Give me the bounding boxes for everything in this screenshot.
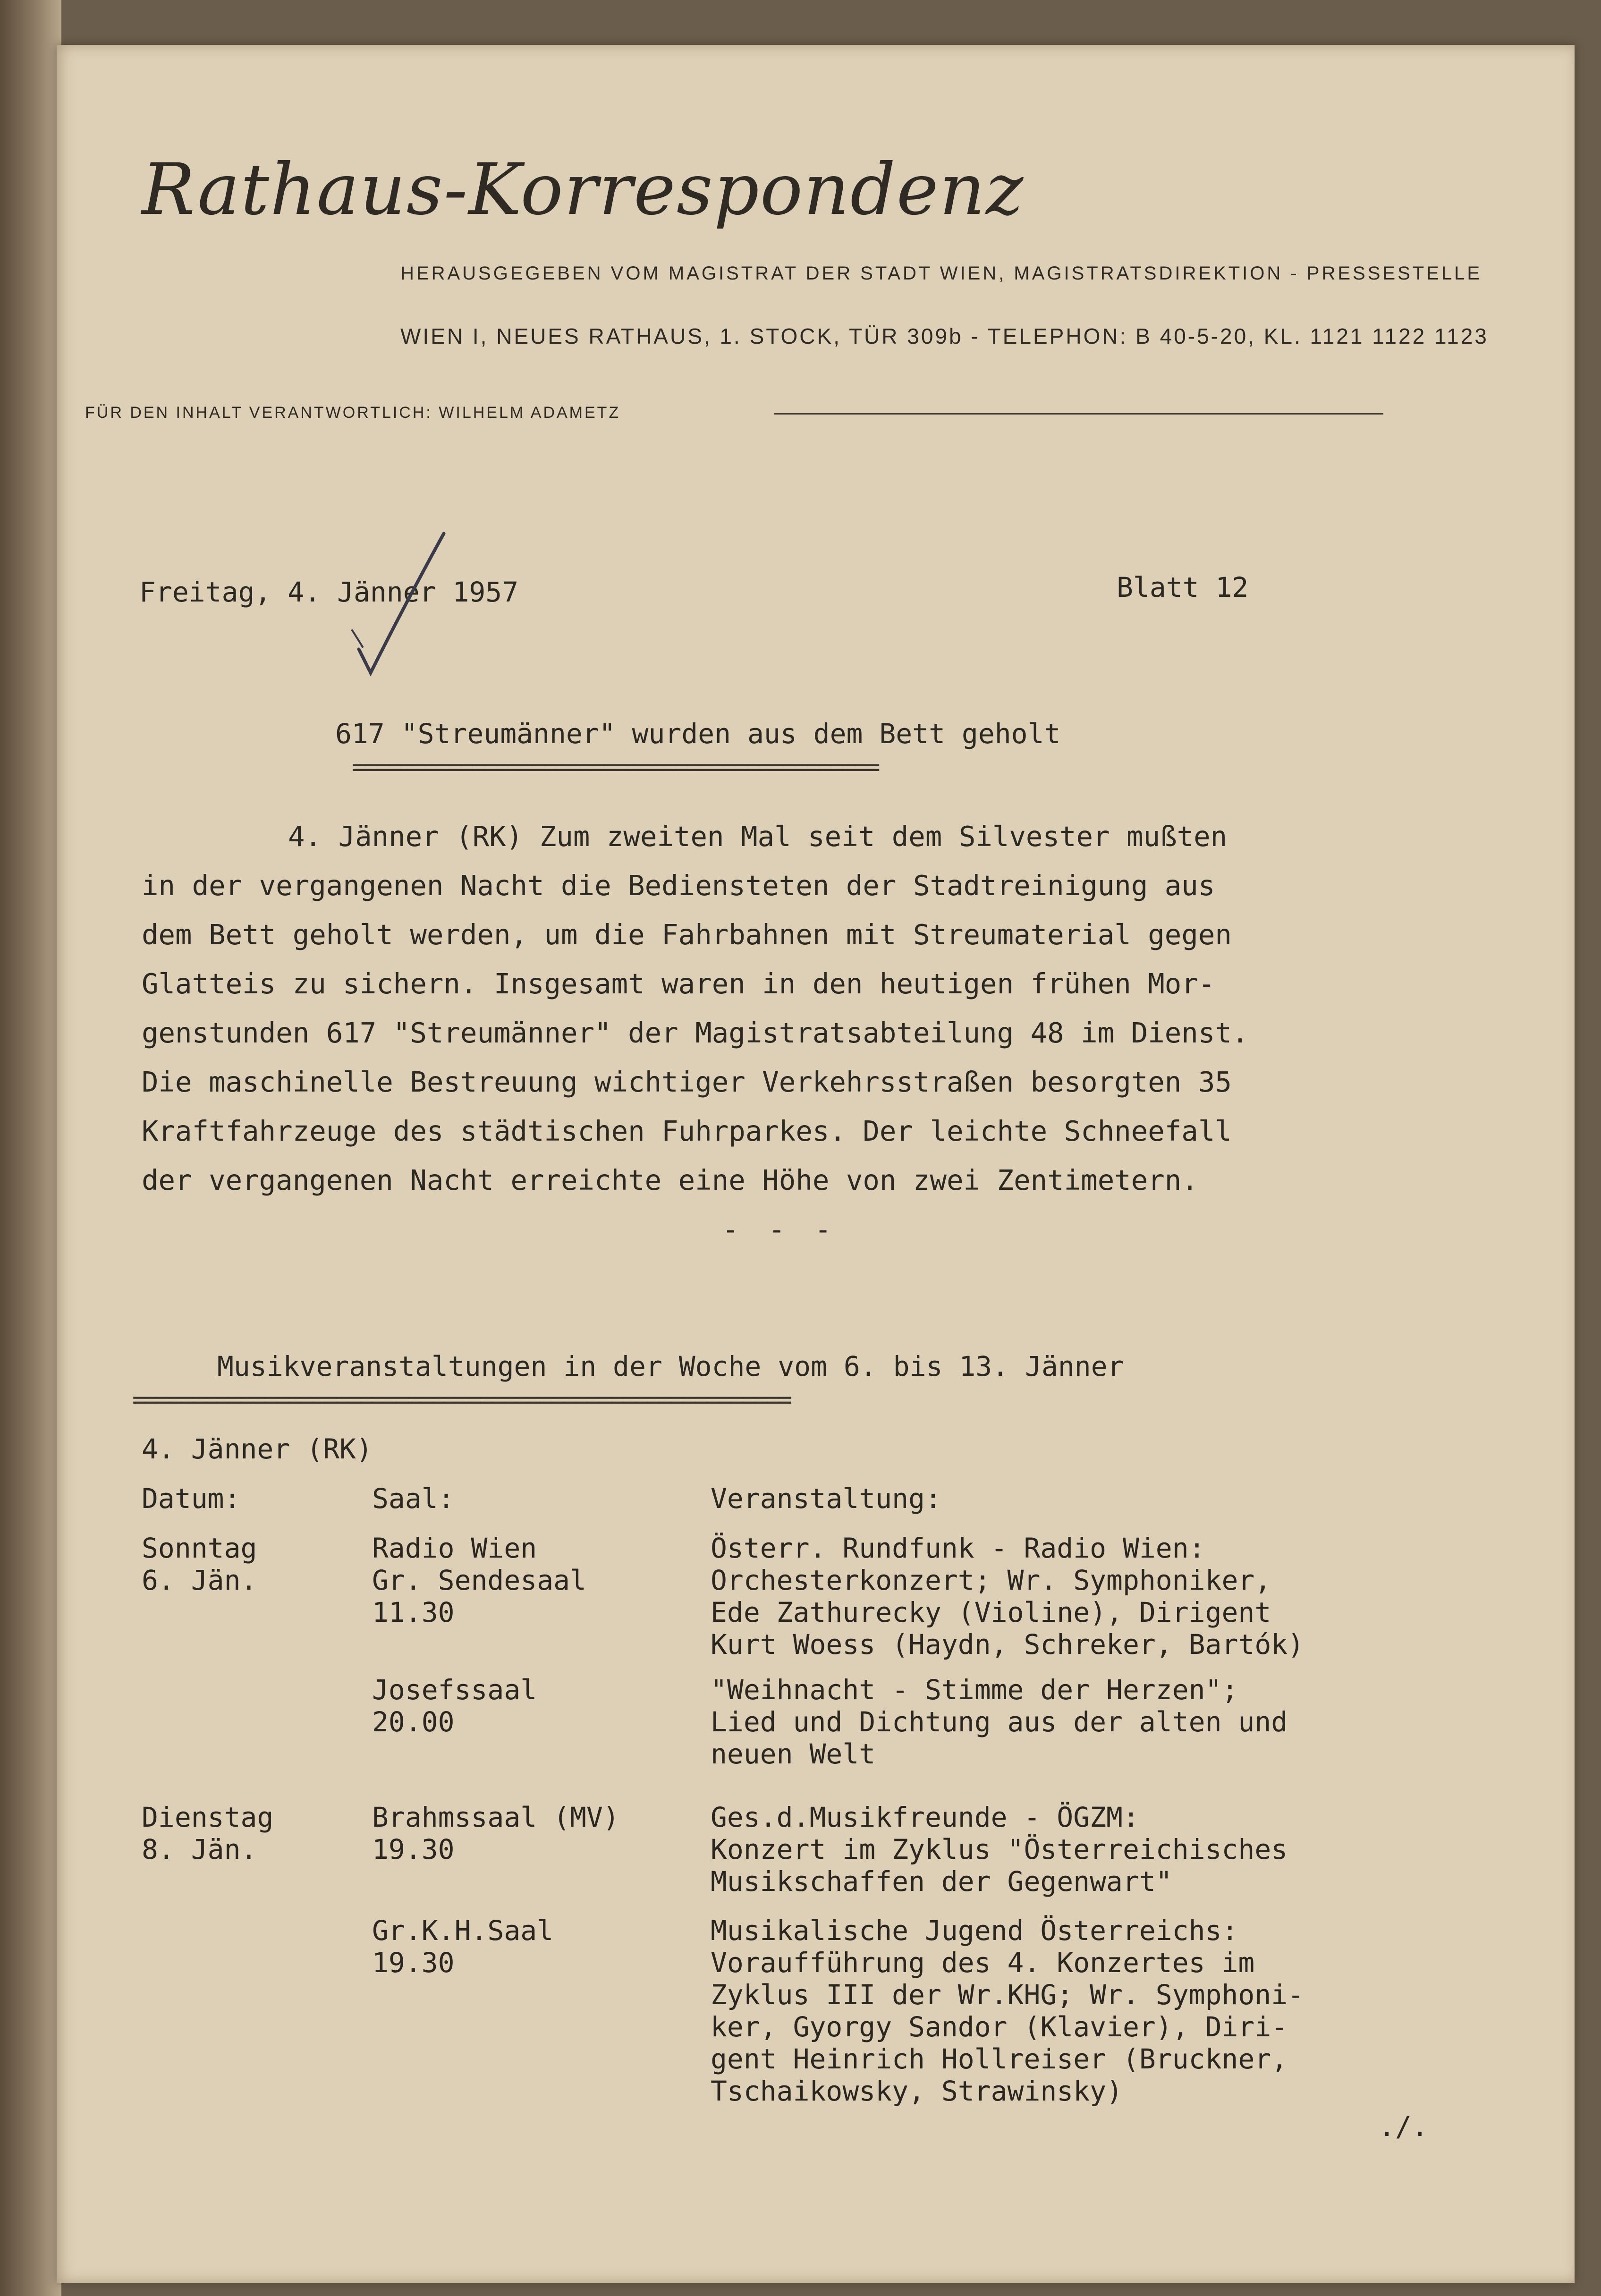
article2-subline: 4. Jänner (RK) (142, 1433, 373, 1465)
entry-date: Dienstag 8. Jän. (142, 1801, 274, 1865)
address-line: WIEN I, NEUES RATHAUS, 1. STOCK, TÜR 309b - TELEPHON: B 40-5-20, KL. 1121 1122 1123 (400, 324, 1489, 348)
article1-line: Die maschinelle Bestreuung wichtiger Verkehrsstraßen besorgten 35 (142, 1066, 1232, 1098)
entry-event: "Weihnacht - Stimme der Herzen"; Lied und Dichtung aus der alten und neuen Welt (711, 1674, 1288, 1770)
article-separator: - - - (722, 1213, 838, 1245)
article1-line: genstunden 617 "Streumänner" der Magistratsabteilung 48 im Dienst. (142, 1017, 1249, 1049)
document-page (57, 45, 1575, 2283)
entry-hall: Brahmssaal (MV) 19.30 (372, 1801, 619, 1865)
masthead-title: Rathaus-Korrespondenz (142, 149, 1025, 231)
article1-line: der vergangenen Nacht erreichte eine Höhe von zwei Zentimetern. (142, 1164, 1198, 1196)
entry-event: Musikalische Jugend Österreichs: Voraufführung des 4. Konzertes im Zyklus III der Wr.KHG; Wr. Symphoni- ker, Gyorgy Sandor (Klavier), Diri- gent Heinrich Hollreiser (Bruckner, Tschaikowsky, Strawinsky) (711, 1915, 1305, 2107)
entry-hall: Gr.K.H.Saal 19.30 (372, 1915, 554, 1979)
article1-body (142, 812, 1511, 1205)
date-line: Freitag, 4. Jänner 1957 (139, 576, 519, 608)
entry-event: Österr. Rundfunk - Radio Wien: Orchesterkonzert; Wr. Symphoniker, Ede Zathurecky (Violine), Dirigent Kurt Woess (Haydn, Schreker, Bartók) (711, 1532, 1305, 1661)
article2-title: Musikveranstaltungen in der Woche vom 6. bis 13. Jänner (217, 1350, 1124, 1382)
responsible-line: FÜR DEN INHALT VERANTWORTLICH: WILHELM ADAMETZ (85, 404, 621, 422)
entry-date: Sonntag 6. Jän. (142, 1532, 257, 1596)
column-header-event: Veranstaltung: (711, 1483, 941, 1515)
book-binding (0, 0, 61, 2296)
page-label: Blatt 12 (1117, 571, 1249, 603)
article1-line: Kraftfahrzeuge des städtischen Fuhrparkes. Der leichte Schneefall (142, 1115, 1232, 1147)
article1-line: dem Bett geholt werden, um die Fahrbahnen mit Streumaterial gegen (142, 918, 1232, 951)
publisher-line: HERAUSGEGEBEN VOM MAGISTRAT DER STADT WIEN, MAGISTRATSDIREKTION - PRESSESTELLE (400, 263, 1482, 284)
article1-title: 617 "Streumänner" wurden aus dem Bett geholt (335, 718, 1061, 750)
article1-underline: ============================================ (352, 753, 878, 781)
continuation-mark: ./. (1379, 2110, 1428, 2143)
entry-hall: Radio Wien Gr. Sendesaal 11.30 (372, 1532, 586, 1628)
entry-hall: Josefssaal 20.00 (372, 1674, 537, 1738)
article1-line: in der vergangenen Nacht die Bediensteten der Stadtreinigung aus (142, 869, 1215, 902)
signature-rule (774, 413, 1383, 415)
checkmark-icon (349, 531, 463, 682)
entry-event: Ges.d.Musikfreunde - ÖGZM: Konzert im Zyklus "Österreichisches Musikschaffen der Gegenwart" (711, 1801, 1288, 1898)
article2-underline: ======================================================= (132, 1386, 789, 1414)
article1-line: 4. Jänner (RK) Zum zweiten Mal seit dem Silvester mußten (288, 820, 1228, 853)
column-header-hall: Saal: (372, 1483, 455, 1515)
column-header-date: Datum: (142, 1483, 241, 1515)
article1-line: Glatteis zu sichern. Insgesamt waren in den heutigen frühen Mor- (142, 967, 1215, 1000)
